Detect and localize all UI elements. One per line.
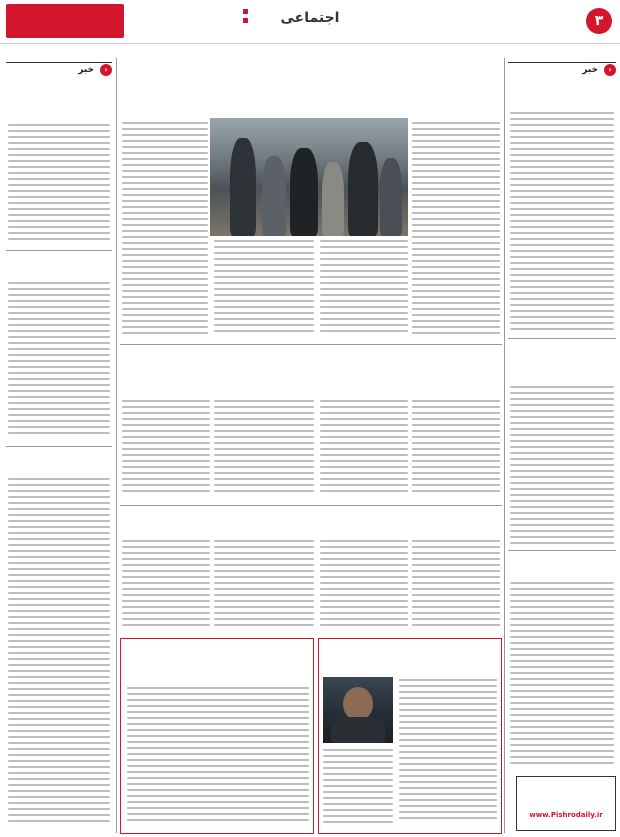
- page-header: [0, 0, 620, 44]
- right-story1-body: [510, 112, 614, 334]
- boxed-story-left: [120, 638, 314, 834]
- bullet-icon: [243, 9, 248, 14]
- divider: [508, 550, 616, 551]
- main-story-body-col1: [412, 122, 500, 342]
- divider: [6, 446, 112, 447]
- page-number-badge: ۳: [586, 8, 612, 34]
- bullet-icon: [243, 18, 248, 23]
- right-story2-body: [510, 386, 614, 546]
- main-story-body-col3: [214, 240, 314, 340]
- issue-date: [128, 8, 248, 26]
- divider: [120, 505, 502, 506]
- lower-body-col3: [214, 540, 314, 636]
- main-story-body-col2: [320, 240, 408, 340]
- person-photo: [323, 677, 393, 743]
- left-story1-body: [8, 124, 110, 246]
- middle-body-col2: [320, 400, 408, 500]
- chevron-left-icon: ‹: [100, 64, 112, 76]
- left-column-head: ‹ خبر: [6, 62, 112, 76]
- chevron-left-icon: ‹: [604, 64, 616, 76]
- divider: [120, 344, 502, 345]
- boxed-right-body-2: [323, 749, 393, 829]
- newspaper-logo: [6, 4, 124, 38]
- right-story3-body: [510, 582, 614, 770]
- ad-url[interactable]: www.Pishrodaily.ir: [529, 811, 603, 819]
- left-story3-body: [8, 478, 110, 830]
- main-story-body-col4: [122, 122, 208, 342]
- boxed-left-body: [127, 687, 309, 829]
- boxed-right-body: [399, 679, 497, 829]
- middle-body-col1: [412, 400, 500, 500]
- column-rule: [116, 58, 117, 833]
- middle-body-col4: [122, 400, 210, 500]
- lower-body-col4: [122, 540, 210, 636]
- boxed-story-right: [318, 638, 502, 834]
- lower-body-col2: [320, 540, 408, 636]
- website-ad[interactable]: [516, 776, 616, 831]
- divider: [6, 250, 112, 251]
- divider: [508, 338, 616, 339]
- section-title: اجتماعی: [280, 10, 340, 26]
- middle-body-col3: [214, 400, 314, 500]
- left-story2-body: [8, 282, 110, 442]
- right-column-head: ‹ خبر: [508, 62, 616, 76]
- main-story-photo: [210, 118, 408, 236]
- column-rule: [504, 58, 505, 833]
- lower-body-col1: [412, 540, 500, 636]
